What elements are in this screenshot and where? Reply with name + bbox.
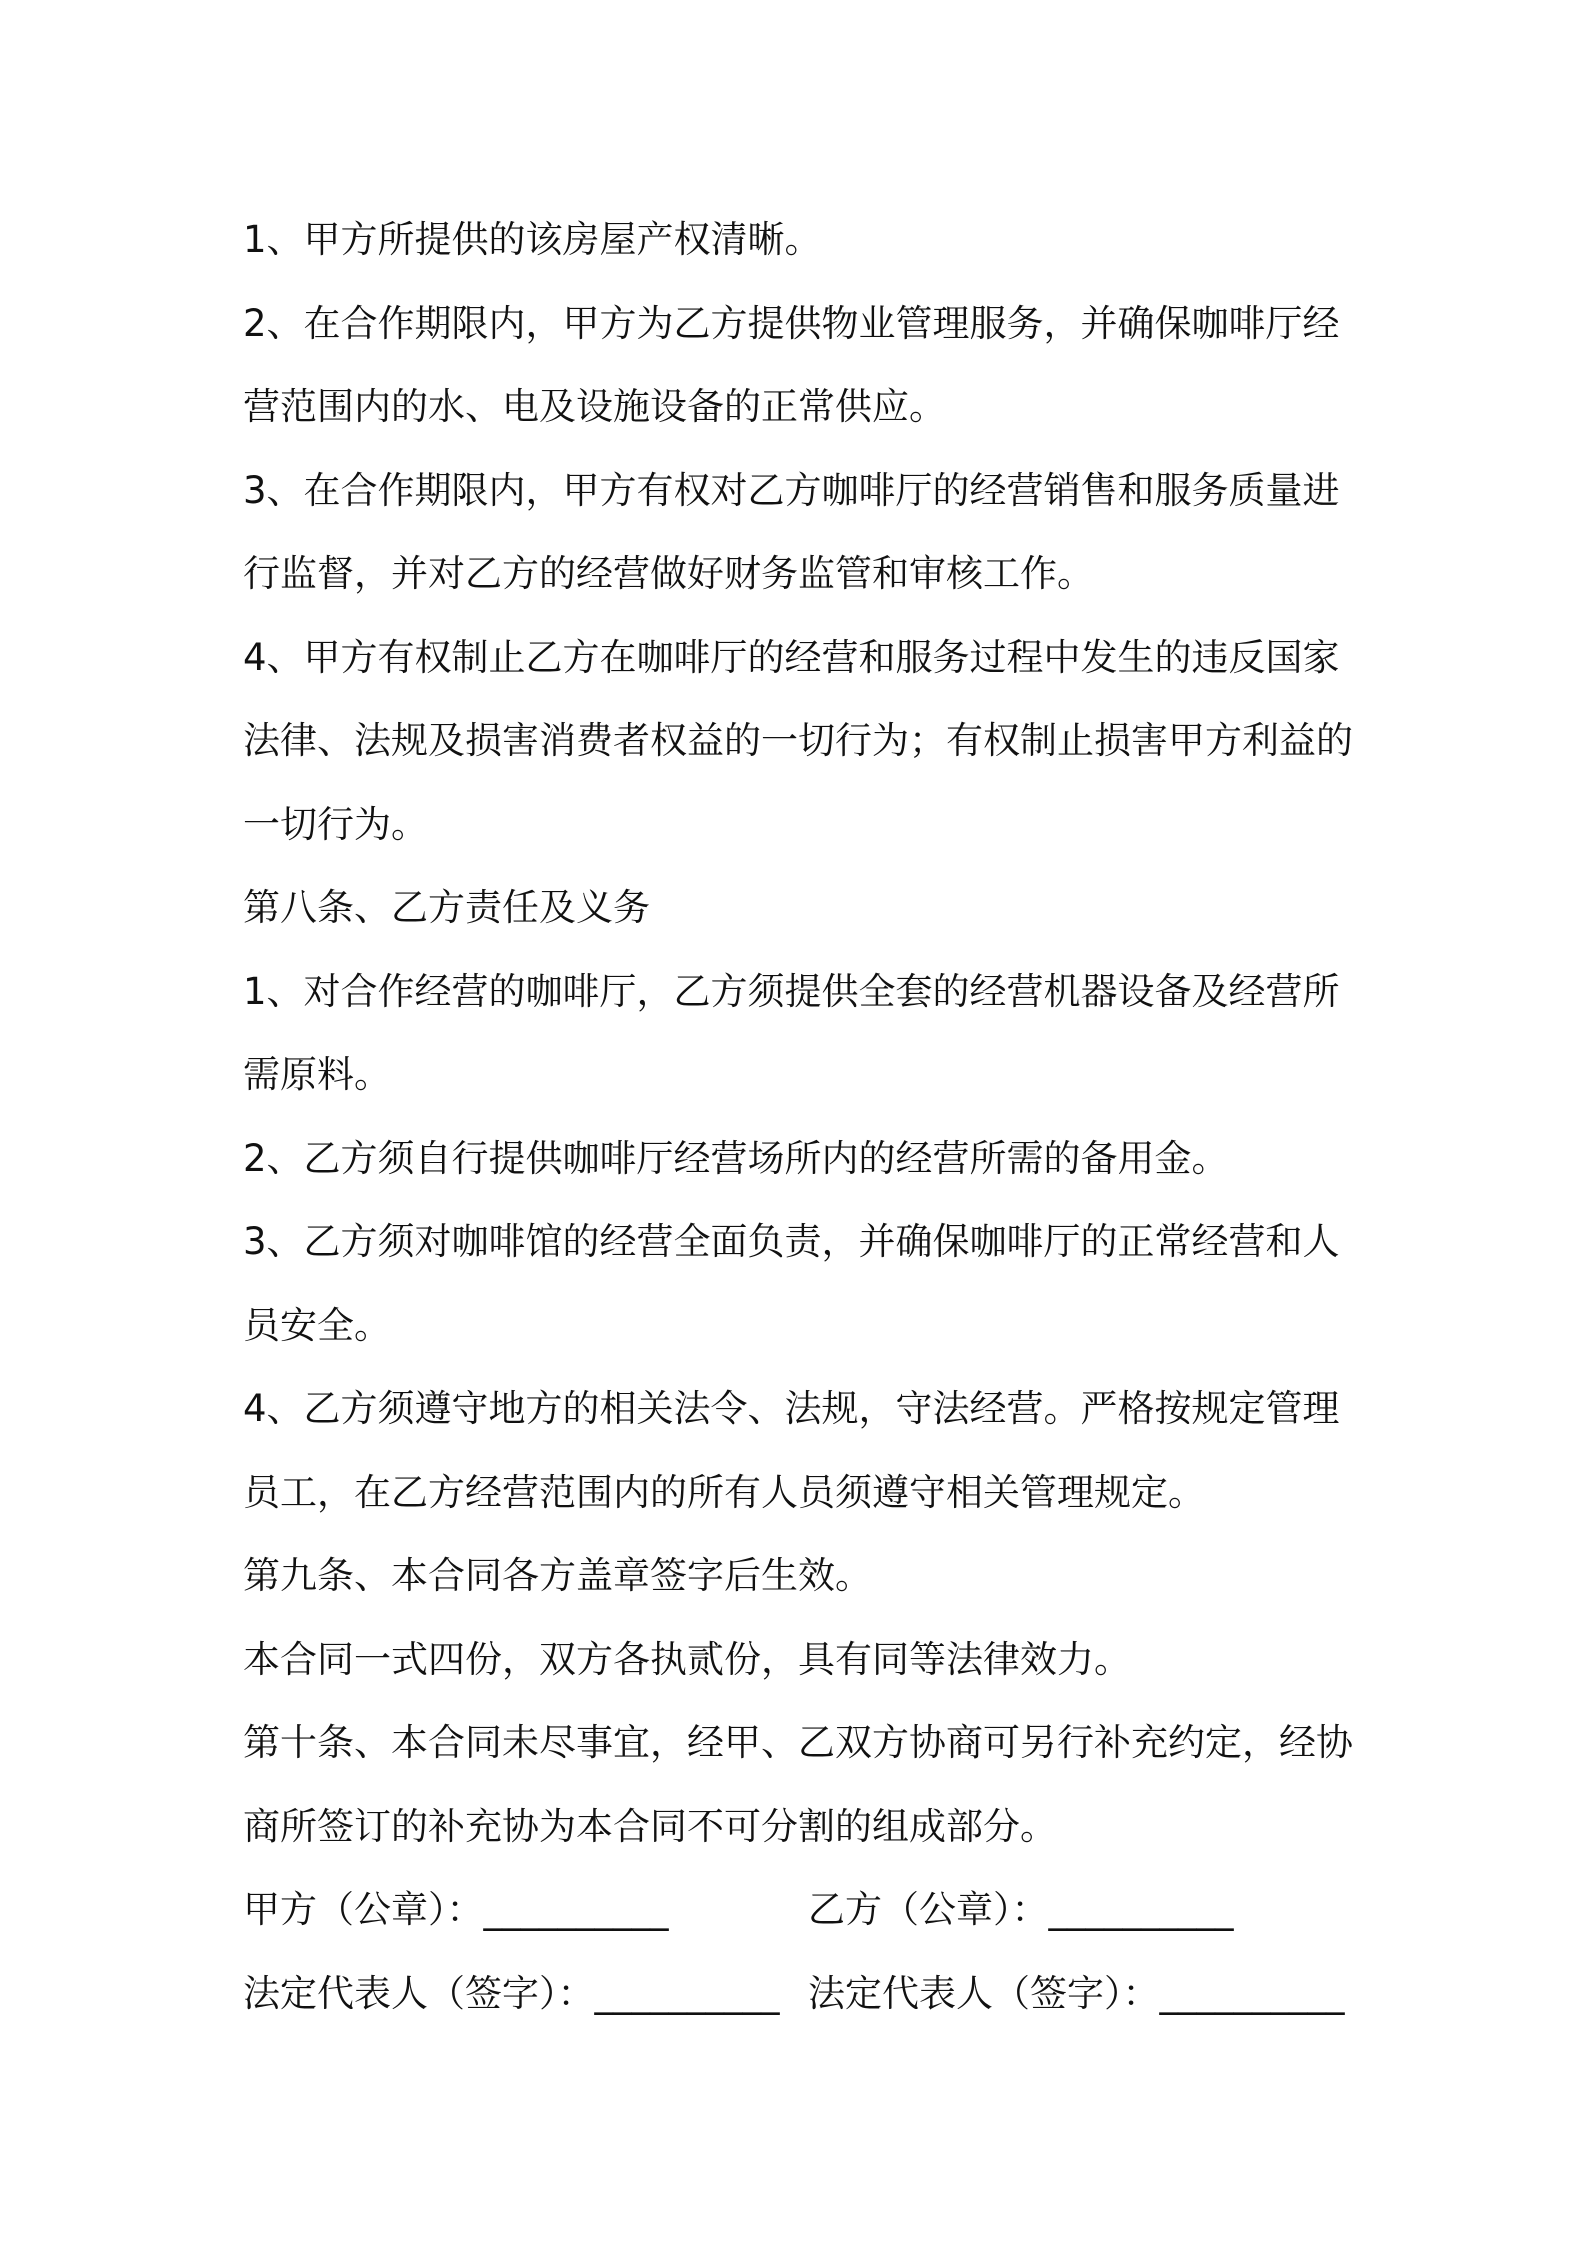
paragraph-line: 法律、法规及损害消费者权益的一切行为；有权制止损害甲方利益的 bbox=[243, 719, 1353, 762]
paragraph-line: 4、甲方有权制止乙方在咖啡厅的经营和服务过程中发生的违反国家 bbox=[243, 635, 1340, 679]
party-a-seal-blank: __________ bbox=[483, 1888, 669, 1931]
paragraph-line: 员安全。 bbox=[243, 1303, 391, 1347]
paragraph-line: 4、乙方须遵守地方的相关法令、法规，守法经营。严格按规定管理 bbox=[243, 1387, 1340, 1430]
paragraph-line: 需原料。 bbox=[243, 1053, 391, 1096]
party-b-seal-label: 乙方（公章）： bbox=[808, 1888, 1049, 1931]
section-heading-article-10: 第十条、本合同未尽事宜，经甲、乙双方协商可另行补充约定，经协 bbox=[243, 1721, 1353, 1764]
paragraph-line: 2、乙方须自行提供咖啡厅经营场所内的经营所需的备用金。 bbox=[243, 1136, 1229, 1180]
party-b-representative-field bbox=[808, 1952, 1345, 2036]
party-a-representative-label: 法定代表人（签字）： bbox=[243, 1971, 595, 2015]
paragraph-line: 营范围内的水、电及设施设备的正常供应。 bbox=[243, 385, 946, 428]
party-b-representative-label: 法定代表人（签字）： bbox=[808, 1971, 1160, 2015]
paragraph-line: 2、在合作期限内，甲方为乙方提供物业管理服务，并确保咖啡厅经 bbox=[243, 301, 1340, 345]
paragraph-line: 1、甲方所提供的该房屋产权清晰。 bbox=[243, 218, 822, 261]
paragraph-line: 一切行为。 bbox=[243, 802, 428, 846]
party-a-representative-blank: __________ bbox=[594, 1971, 780, 2015]
paragraph-line: 1、对合作经营的咖啡厅，乙方须提供全套的经营机器设备及经营所 bbox=[243, 969, 1340, 1013]
party-b-representative-blank: __________ bbox=[1159, 1971, 1345, 2015]
paragraph-line: 3、乙方须对咖啡馆的经营全面负责，并确保咖啡厅的正常经营和人 bbox=[243, 1220, 1340, 1263]
signature-row-representative bbox=[243, 1952, 1353, 2036]
party-b-seal-blank: __________ bbox=[1048, 1888, 1234, 1931]
paragraph-line: 商所签订的补充协为本合同不可分割的组成部分。 bbox=[243, 1804, 1057, 1848]
paragraph-line: 本合同一式四份，双方各执贰份，具有同等法律效力。 bbox=[243, 1637, 1131, 1681]
section-heading-article-9: 第九条、本合同各方盖章签字后生效。 bbox=[243, 1554, 872, 1597]
party-a-representative-field bbox=[243, 1952, 780, 2036]
party-a-seal-field bbox=[243, 1868, 669, 1952]
party-b-seal-field bbox=[808, 1868, 1234, 1952]
paragraph-line: 3、在合作期限内，甲方有权对乙方咖啡厅的经营销售和服务质量进 bbox=[243, 468, 1340, 512]
party-a-seal-label: 甲方（公章）： bbox=[243, 1888, 484, 1931]
paragraph-line: 员工，在乙方经营范围内的所有人员须遵守相关管理规定。 bbox=[243, 1470, 1205, 1514]
paragraph-line: 行监督，并对乙方的经营做好财务监管和审核工作。 bbox=[243, 552, 1094, 595]
signature-row-seal bbox=[243, 1868, 1353, 1952]
section-heading-article-8: 第八条、乙方责任及义务 bbox=[243, 886, 650, 929]
document-body bbox=[243, 198, 1353, 2035]
